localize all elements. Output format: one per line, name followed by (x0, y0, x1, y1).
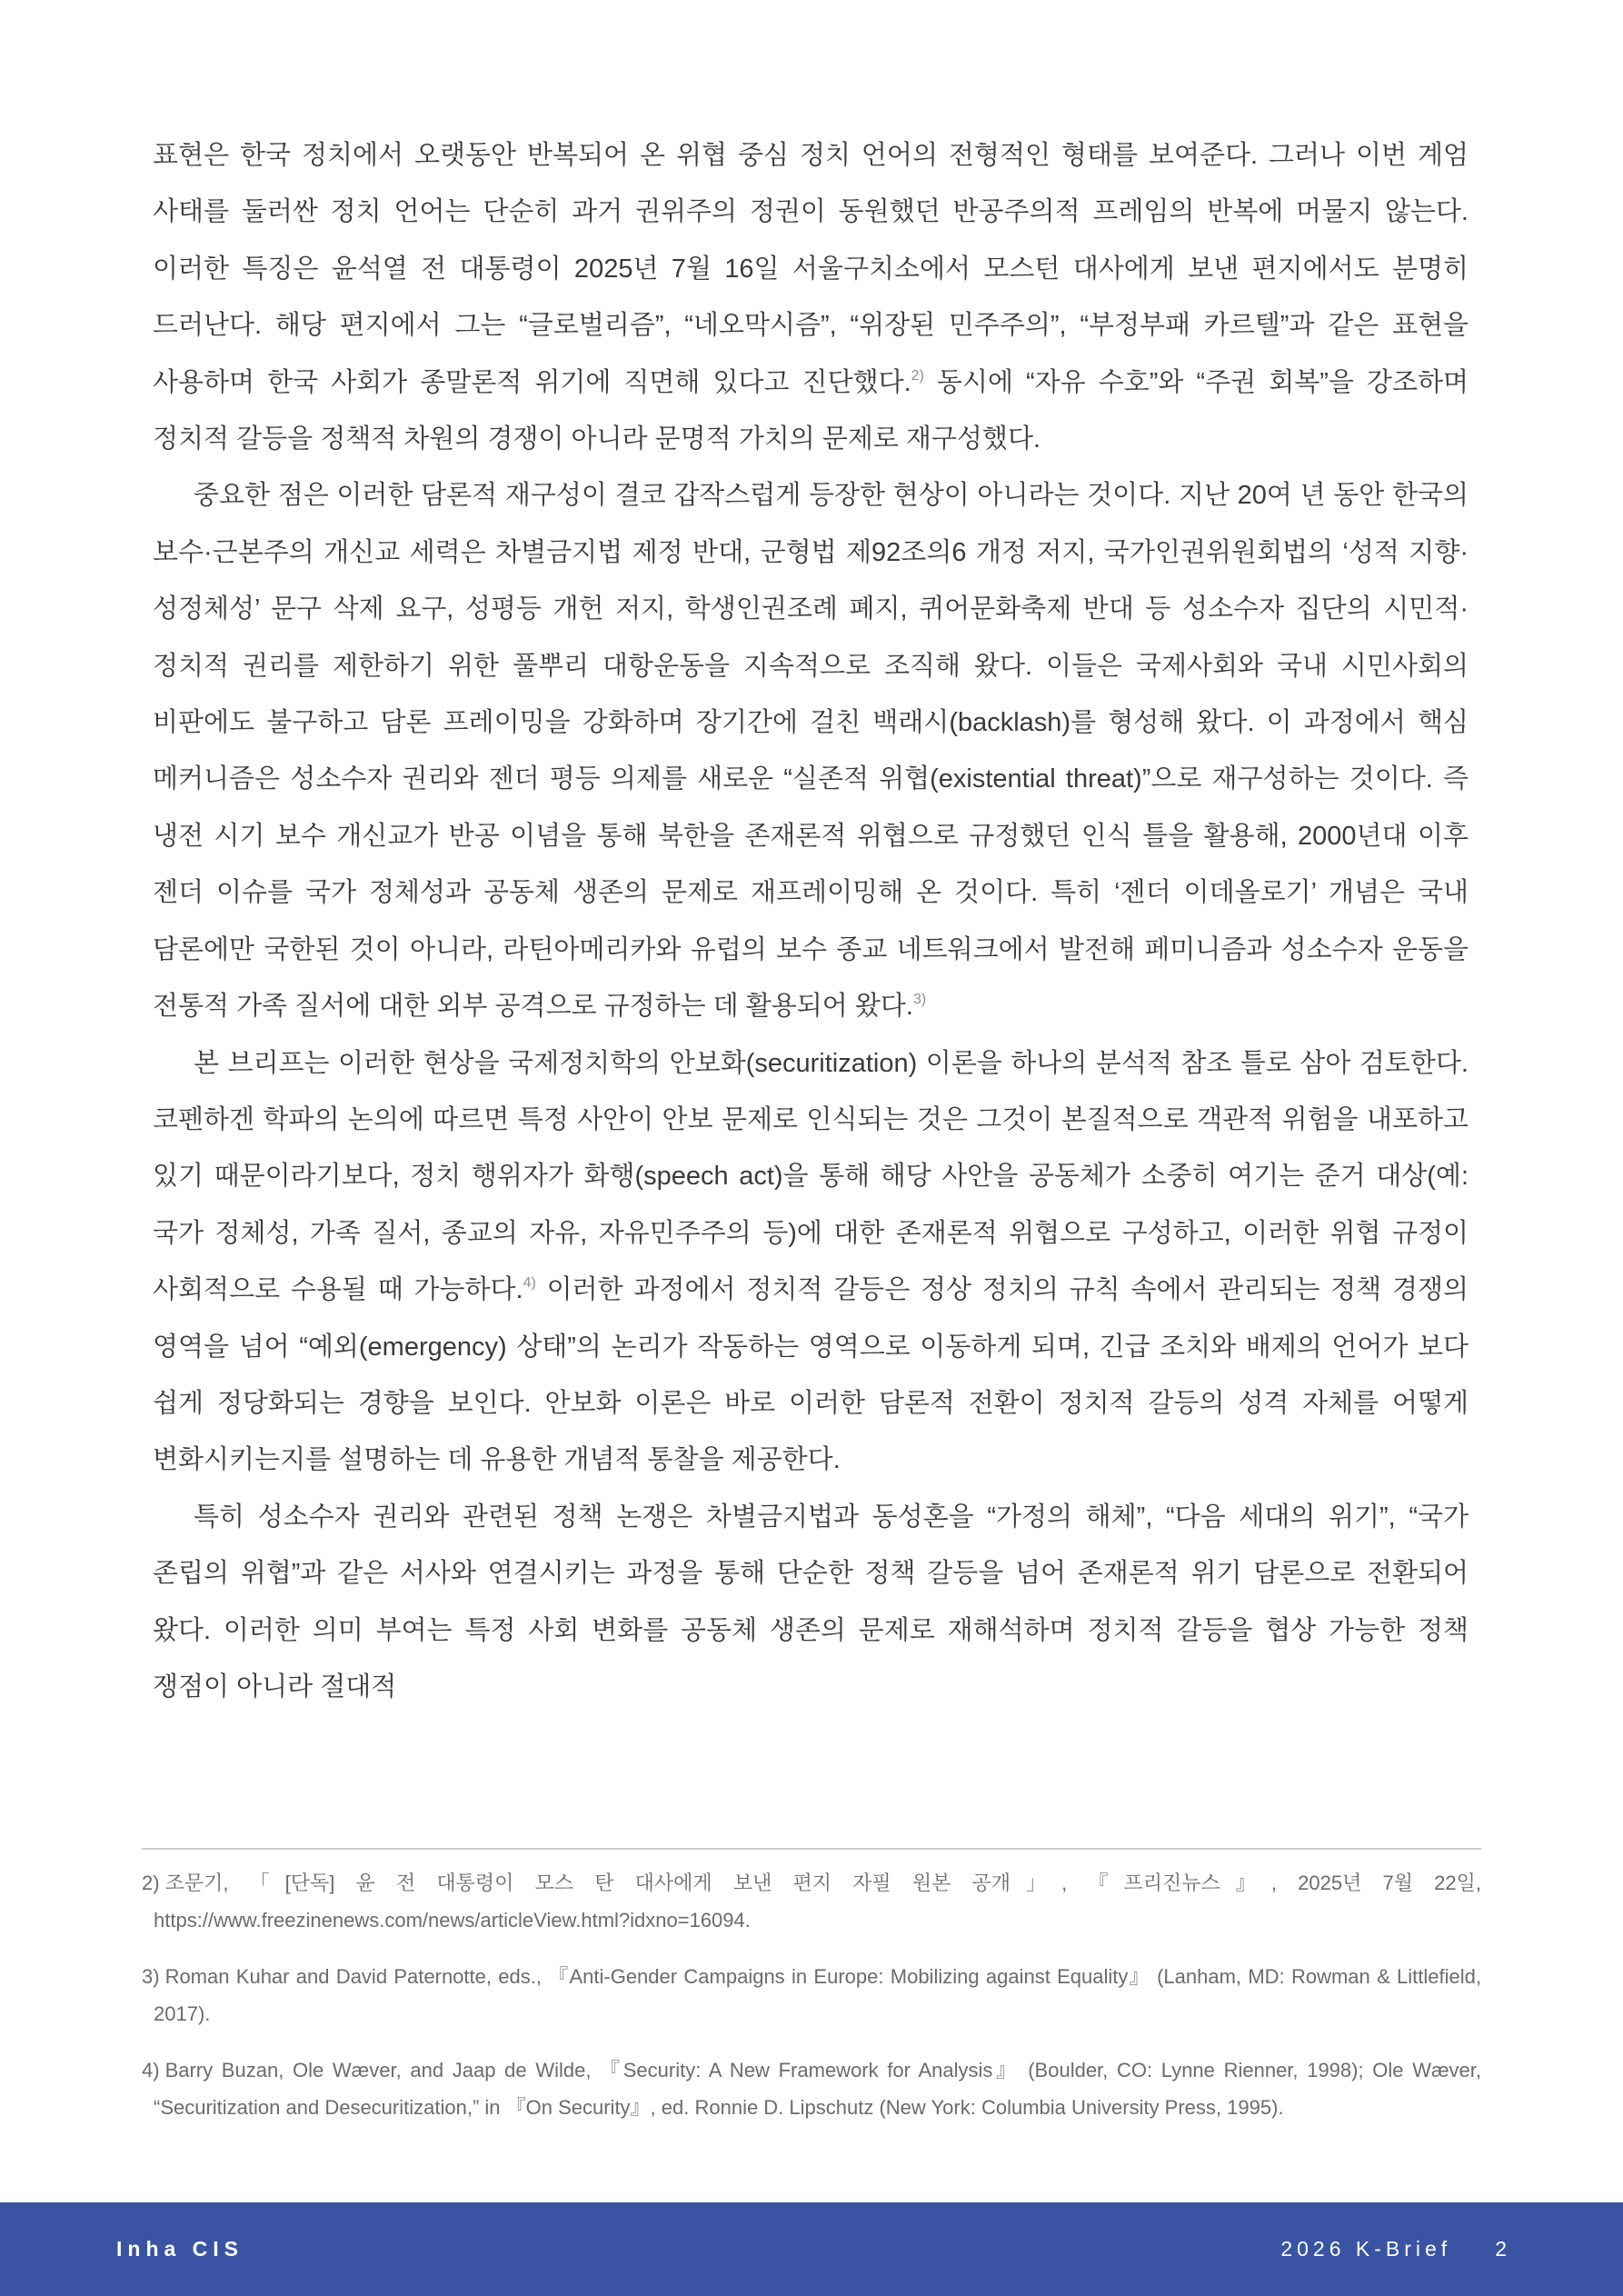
footer-publication: 2026 K-Brief (1280, 2237, 1452, 2261)
footnote-url-link[interactable]: https://www.freezinenews.com/news/articleView.html?idxno=16094. (154, 1909, 751, 1932)
footnote-text: 조문기, 「[단독] 윤 전 대통령이 모스 탄 대사에게 보낸 편지 자필 원본 공개」, 『프리진뉴스』, 2025년 7월 22일, (164, 1872, 1481, 1894)
footnote-ref-2: 2) (911, 367, 924, 384)
footnote-item-3 (142, 1958, 1481, 2032)
footnote-item-4 (142, 2051, 1481, 2126)
paragraph: 본 브리프는 이러한 현상을 국제정치학의 안보화(securitization) 이론을 하나의 분석적 참조 틀로 삼아 검토한다. 코펜하겐 학파의 논의에 따르면 특정 사안이 안보 문제로 인식되는 것은 그것이 본질적으로 객관적 위험을 내포하고 있기 때문이라기보다, 정치 행위자가 화행(speech act)을 통해 해당 사안을 공동체가 소중히 여기는 준거 대상(예: 국가 정체성, 가족 질서, 종교의 자유, 자유민주주의 등)에 대한 존재론적 위협으로 구성하고, 이러한 위협 규정이 사회적으로 수용될 때 가능하다.$^{4)}$ 이러한 과정에서 정치적 갈등은 정상 정치의 규칙 속에서 관리되는 정책 경쟁의 영역을 넘어 “예외(emergency) 상태”의 논리가 작동하는 영역으로 이동하게 되며, 긴급 조치와 배제의 언어가 보다 쉽게 정당화되는 경향을 보인다. 안보화 이론은 바로 이러한 담론적 전환이 정치적 갈등의 성격 자체를 어떻게 변화시키는지를 설명하는 데 유용한 개념적 통찰을 제공한다. (153, 1048, 1469, 1475)
footnote-text: Roman Kuhar and David Paternotte, eds., 『Anti-Gender Campaigns in Europe: Mobilizing against Equality』 (Lanham, MD: Rowman & Littlefield, 2017). (154, 1965, 1481, 2025)
footnote-ref-3: 3) (912, 992, 927, 1008)
footnotes-section (142, 1848, 1481, 2145)
body-text (153, 127, 1469, 1715)
footnote-list (142, 1864, 1481, 2126)
footnote-marker: 4) (142, 2059, 160, 2081)
footnote-marker: 3) (142, 1965, 160, 1988)
footnote-item-2 (142, 1864, 1481, 1939)
footer-right-group (1280, 2237, 1508, 2261)
footer-page-number: 2 (1495, 2237, 1508, 2261)
paragraph: 중요한 점은 이러한 담론적 재구성이 결코 갑작스럽게 등장한 현상이 아니라는 것이다. 지난 20여 년 동안 한국의 보수·근본주의 개신교 세력은 차별금지법 제정 반대, 군형법 제92조의6 개정 저지, 국가인권위원회법의 ‘성적 지향·성정체성’ 문구 삭제 요구, 성평등 개헌 저지, 학생인권조례 폐지, 퀴어문화축제 반대 등 성소수자 집단의 시민적·정치적 권리를 제한하기 위한 풀뿌리 대항운동을 지속적으로 조직해 왔다. 이들은 국제사회와 국내 시민사회의 비판에도 불구하고 담론 프레이밍을 강화하며 장기간에 걸친 백래시(backlash)를 형성해 왔다. 이 과정에서 핵심 메커니즘은 성소수자 권리와 젠더 평등 의제를 새로운 “실존적 위협(existential threat)”으로 재구성하는 것이다. 즉 냉전 시기 보수 개신교가 반공 이념을 통해 북한을 존재론적 위협으로 규정했던 인식 틀을 활용해, 2000년대 이후 젠더 이슈를 국가 정체성과 공동체 생존의 문제로 재프레이밍해 온 것이다. 특히 ‘젠더 이데올로기’ 개념은 국내 담론에만 국한된 것이 아니라, 라틴아메리카와 유럽의 보수 종교 네트워크에서 발전해 페미니즘과 성소수자 운동을 전통적 가족 질서에 대한 외부 공격으로 규정하는 데 활용되어 왔다.$^{3)}$ (153, 481, 1469, 1022)
paragraph: 특히 성소수자 권리와 관련된 정책 논쟁은 차별금지법과 동성혼을 “가정의 해체”, “다음 세대의 위기”, “국가 존립의 위협”과 같은 서사와 연결시키는 과정을 통해 단순한 정책 갈등을 넘어 존재론적 위기 담론으로 전환되어 왔다. 이러한 의미 부여는 특정 사회 변화를 공동체 생존의 문제로 재해석하며 정치적 갈등을 협상 가능한 정책 쟁점이 아니라 절대적 (153, 1502, 1469, 1702)
page-footer (0, 2202, 1623, 2296)
footnote-text: Barry Buzan, Ole Wæver, and Jaap de Wilde, 『Security: A New Framework for Analysis』 (Boulder, CO: Lynne Rienner, 1998); Ole Wæver, “Securitization and Desecuritization,” in 『On Security』, ed. Ronnie D. Lipschutz (New York: Columbia University Press, 1995). (154, 2059, 1481, 2119)
footer-brand: Inha CIS (116, 2237, 244, 2261)
footnote-ref-4: 4) (523, 1275, 536, 1292)
paragraph: 표현은 한국 정치에서 오랫동안 반복되어 온 위협 중심 정치 언어의 전형적인 형태를 보여준다. 그러나 이번 계엄 사태를 둘러싼 정치 언어는 단순히 과거 권위주의 정권이 동원했던 반공주의적 프레임의 반복에 머물지 않는다. 이러한 특징은 윤석열 전 대통령이 2025년 7월 16일 서울구치소에서 모스턴 대사에게 보낸 편지에서도 분명히 드러난다. 해당 편지에서 그는 “글로벌리즘”, “네오막시즘”, “위장된 민주주의”, “부정부패 카르텔”과 같은 표현을 사용하며 한국 사회가 종말론적 위기에 직면해 있다고 진단했다.$^{2)}$ 동시에 “자유 수호”와 “주권 회복”을 강조하며 정치적 갈등을 정책적 차원의 경쟁이 아니라 문명적 가치의 문제로 재구성했다. (153, 141, 1469, 454)
footnote-divider (142, 1848, 1481, 1850)
footnote-marker: 2) (142, 1872, 160, 1894)
